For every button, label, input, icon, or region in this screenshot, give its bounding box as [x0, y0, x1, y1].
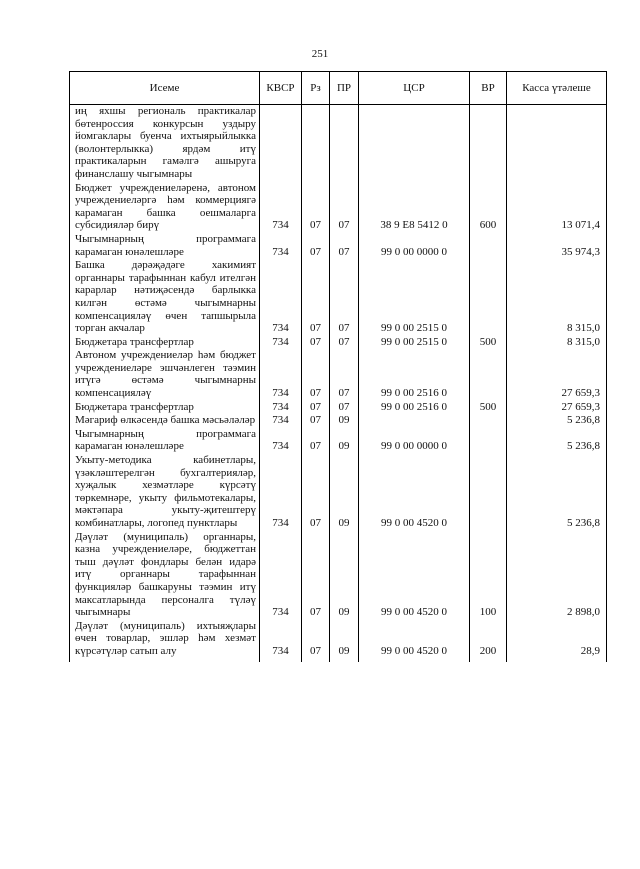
cell-pr — [330, 105, 359, 182]
cell-amount: 28,9 — [507, 620, 607, 659]
cell-kvsr: 734 — [260, 414, 302, 428]
cell-kvsr: 734 — [260, 531, 302, 620]
spacer-cell — [359, 659, 470, 662]
cell-vr — [470, 428, 507, 454]
table-row — [70, 401, 607, 415]
spacer-cell — [507, 659, 607, 662]
cell-rz: 07 — [302, 454, 330, 531]
cell-vr: 500 — [470, 336, 507, 350]
cell-amount: 27 659,3 — [507, 349, 607, 400]
cell-pr: 09 — [330, 428, 359, 454]
cell-vr — [470, 349, 507, 400]
cell-rz: 07 — [302, 428, 330, 454]
cell-amount: 5 236,8 — [507, 454, 607, 531]
cell-csr: 99 0 00 4520 0 — [359, 454, 470, 531]
cell-vr — [470, 233, 507, 259]
cell-kvsr: 734 — [260, 349, 302, 400]
cell-csr — [359, 414, 470, 428]
cell-rz: 07 — [302, 349, 330, 400]
cell-vr: 500 — [470, 401, 507, 415]
cell-pr: 09 — [330, 531, 359, 620]
cell-rz: 07 — [302, 233, 330, 259]
budget-table — [69, 71, 607, 662]
cell-pr: 07 — [330, 182, 359, 233]
table-row — [70, 454, 607, 531]
cell-name: Бюджет учреждениеләренә, автоном учреждениеләргә һәм коммерциягә карамаган башка оешмаларга субсидияләр бирү — [70, 182, 260, 233]
cell-rz: 07 — [302, 401, 330, 415]
table-row — [70, 233, 607, 259]
cell-kvsr: 734 — [260, 454, 302, 531]
cell-kvsr: 734 — [260, 233, 302, 259]
cell-name: Башка дәрәҗәдәге хакимият органнары тарафыннан кабул ителгән карарлар нәтиҗәсендә барлыкка килгән өстәмә чыгымнарны компенсацияләү өчен тапшырыла торган акчалар — [70, 259, 260, 336]
cell-vr — [470, 454, 507, 531]
cell-name: Бюджетара трансфертлар — [70, 336, 260, 350]
spacer-cell — [260, 659, 302, 662]
header-rz: Рз — [302, 72, 330, 105]
table-row — [70, 259, 607, 336]
cell-csr: 99 0 00 2515 0 — [359, 259, 470, 336]
cell-pr: 07 — [330, 233, 359, 259]
table-header-row — [70, 72, 607, 105]
cell-csr: 99 0 00 0000 0 — [359, 428, 470, 454]
cell-rz: 07 — [302, 336, 330, 350]
cell-rz: 07 — [302, 259, 330, 336]
cell-rz: 07 — [302, 620, 330, 659]
cell-name: Автоном учреждениеләр һәм бюджет учреждениеләре эшчәнлеген тәэмин итүгә өстәмә чыгымнарны компенсацияләү — [70, 349, 260, 400]
table-row — [70, 105, 607, 182]
table-row — [70, 620, 607, 659]
cell-amount: 5 236,8 — [507, 428, 607, 454]
header-kassa: Касса үтәлеше — [507, 72, 607, 105]
cell-csr: 38 9 Е8 5412 0 — [359, 182, 470, 233]
cell-pr: 07 — [330, 336, 359, 350]
table-spacer-row — [70, 659, 607, 662]
cell-amount: 8 315,0 — [507, 259, 607, 336]
cell-amount: 2 898,0 — [507, 531, 607, 620]
cell-name: Дәүләт (муниципаль) органнары, казна учреждениеләре, бюджеттан тыш дәүләт фондлары белән идарә итү органнары тарафыннан функцияләр башкаруны тәэмин итү максатларында персоналга түләү чыгымнары — [70, 531, 260, 620]
table-row — [70, 349, 607, 400]
cell-name: иң яхшы региональ практикалар бөтенроссия конкурсын уздыру йомгаклары буенча ихтыярыйлыкка (волонтерлыкка) ярдәм итү практикаларын гамәлгә ашыруга финанслашу чыгымнары — [70, 105, 260, 182]
spacer-cell — [70, 659, 260, 662]
cell-csr: 99 0 00 2516 0 — [359, 349, 470, 400]
table-row — [70, 531, 607, 620]
table-body — [70, 105, 607, 662]
table-row — [70, 336, 607, 350]
spacer-cell — [330, 659, 359, 662]
cell-name: Чыгымнарның программага карамаган юнәлешләре — [70, 428, 260, 454]
cell-csr: 99 0 00 4520 0 — [359, 531, 470, 620]
cell-vr — [470, 259, 507, 336]
cell-csr: 99 0 00 2515 0 — [359, 336, 470, 350]
spacer-cell — [470, 659, 507, 662]
cell-rz — [302, 105, 330, 182]
cell-amount: 5 236,8 — [507, 414, 607, 428]
spacer-cell — [302, 659, 330, 662]
table-row — [70, 182, 607, 233]
cell-pr: 09 — [330, 620, 359, 659]
cell-name: Чыгымнарның программага карамаган юнәлешләре — [70, 233, 260, 259]
cell-kvsr: 734 — [260, 428, 302, 454]
cell-csr: 99 0 00 4520 0 — [359, 620, 470, 659]
cell-rz: 07 — [302, 531, 330, 620]
cell-csr: 99 0 00 0000 0 — [359, 233, 470, 259]
cell-kvsr: 734 — [260, 620, 302, 659]
cell-vr — [470, 105, 507, 182]
cell-csr: 99 0 00 2516 0 — [359, 401, 470, 415]
cell-vr: 200 — [470, 620, 507, 659]
cell-amount: 13 071,4 — [507, 182, 607, 233]
page-number: 251 — [311, 48, 329, 60]
cell-kvsr: 734 — [260, 401, 302, 415]
header-name: Исеме — [70, 72, 260, 105]
cell-pr: 09 — [330, 454, 359, 531]
cell-kvsr: 734 — [260, 259, 302, 336]
cell-pr: 09 — [330, 414, 359, 428]
cell-name: Укыту-методика кабинетлары, үзәкләштерелгән бухгалтерияләр, хуҗалык хезмәтләре күрсәтү төркемнәре, укыту фильмотекалары, мәктәпара укыту-җитештерү комбинатлары, логопед пунктлары — [70, 454, 260, 531]
table-row — [70, 428, 607, 454]
cell-kvsr: 734 — [260, 182, 302, 233]
cell-amount: 35 974,3 — [507, 233, 607, 259]
cell-rz: 07 — [302, 414, 330, 428]
cell-name: Дәүләт (муниципаль) ихтыяҗлары өчен товарлар, эшләр һәм хезмәт күрсәтүләр сатып алу — [70, 620, 260, 659]
cell-amount — [507, 105, 607, 182]
cell-amount: 27 659,3 — [507, 401, 607, 415]
cell-vr: 600 — [470, 182, 507, 233]
cell-vr: 100 — [470, 531, 507, 620]
header-kvsr: КВСР — [260, 72, 302, 105]
cell-pr: 07 — [330, 259, 359, 336]
cell-amount: 8 315,0 — [507, 336, 607, 350]
cell-kvsr — [260, 105, 302, 182]
table-row — [70, 414, 607, 428]
cell-pr: 07 — [330, 401, 359, 415]
cell-csr — [359, 105, 470, 182]
cell-name: Бюджетара трансфертлар — [70, 401, 260, 415]
header-vr: ВР — [470, 72, 507, 105]
header-csr: ЦСР — [359, 72, 470, 105]
header-pr: ПР — [330, 72, 359, 105]
cell-vr — [470, 414, 507, 428]
cell-kvsr: 734 — [260, 336, 302, 350]
cell-rz: 07 — [302, 182, 330, 233]
cell-pr: 07 — [330, 349, 359, 400]
cell-name: Мәгариф өлкәсендә башка мәсьәләләр — [70, 414, 260, 428]
